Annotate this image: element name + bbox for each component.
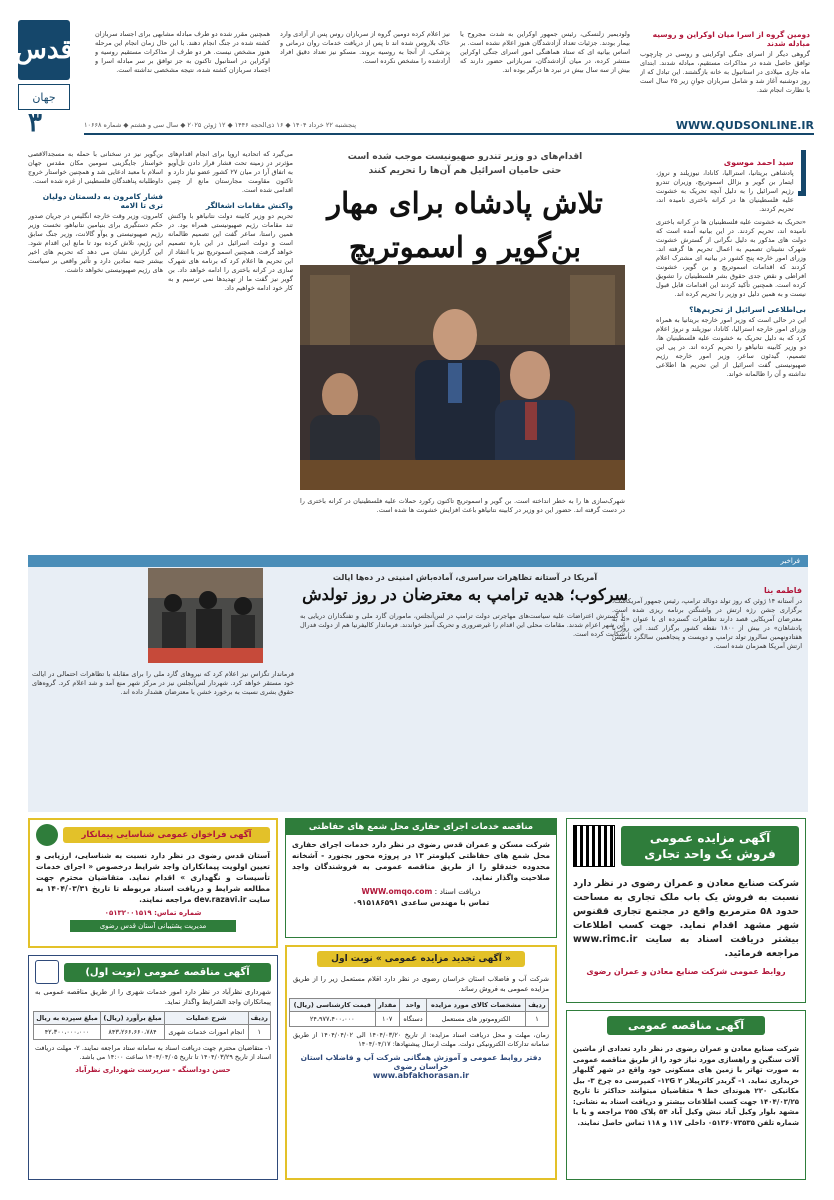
ad3-title: مناقصه خدمات اجرای حفاری محل شمع های حفاظتی [286,819,556,835]
table-cell: دستگاه [399,1012,426,1027]
ad2-title: آگهی مناقصه عمومی [607,1016,765,1035]
ad3-body: شرکت مسکن و عمران قدس رضوی در نظر دارد خدمات اجرای حفاری محل شمع های حفاظتی کیلومتر ۱۳ در پروژه محور بجنورد - آشخانه محدوده خندقلو را از طریق مناقصه عمومی به فروشندگان واجد صلاحیت واگذار نماید. [292,840,550,882]
table-cell: ۴۲،۳۰۰،۰۰۰،۰۰۰ [34,1025,101,1040]
ad3-site[interactable]: WWW.omqo.com [361,887,433,896]
lead-kicker-2: حتی حامیان اسرائیل هم آن‌ها را تحریم کنند [368,166,562,176]
lead-marker-icon [798,150,806,196]
table-header-cell: قیمت کارشناسی (ریال) [290,999,376,1012]
table-row [290,1012,549,1027]
top-story-body: ولودیمیر زلنسکی، رئیس جمهور اوکراین به شدت مجروح یا بیمار بودند. جزئیات تعداد آزادشدگان هنوز اعلام نشده است. بر اساس بیانیه ای که ستاد هماهنگی امور اسرای جنگی اوکراین منتشر کرده، در میان آزادشدگان، سربازانی حضور دارند که بیش از سه سال بیش در نبرد ها درگیر بوده اند. [460,30,630,74]
issue-date: پنجشنبه ۲۲ خرداد ۱۴۰۴ ◆ ۱۶ ذی‌الحجه ۱۴۴۶ ◆ ۱۲ ژوئن ۲۰۲۵ ◆ سال سی و هشتم ◆ شماره ۱۰۶۶۸ [84,121,357,129]
section-band: فراخبر [28,555,808,567]
section2-kicker: آمریکا در آستانه تظاهرات سراسری، آماده‌باش امنیتی در ده‌ها ایالت [332,573,598,582]
table-cell: ۱۰۷ [375,1012,399,1027]
ad2-body: شرکت صنایع معادن و عمران رضوی در نظر دارد تعدادی از ماشین آلات سنگین و راهسازی مورد نیاز خود را از طریق مناقصه عمومی به صورت تهاتر با زمین های مسکونی خود واقع در شهر گلبهار خریداری نماید. ۱- گریدر کاترپیلار ۱۲G ۲- کمپرسی ده چرخ ۳- بیل مکانیکی ۲۲۰ هیوندای خط ۹ متقاضیان میتوانند حداکثر تا تاریخ ۱۴۰۴/۰۳/۲۵ جهت کسب اطلاعات بیشتر و دریافت اسناد به نشانی: مشهد بلوار وکیل آباد نبش وکیل آباد ۵۴ پلاک ۲۵۵ مراجعه و یا با شماره تلفن ۰۵۱۳۶۰۷۳۵۳۵ داخلی ۱۱۷ و ۱۱۸ تماس حاصل نمایند. [573,1045,800,1127]
section-heading: واکنش مقامات اشغالگر [205,201,293,210]
ad5-body: آستان قدس رضوی در نظر دارد نسبت به شناسایی، ارزیابی و تعیین اولویت پیمانکاران واجد شرایط درخصوص « اجرای خدمات تأسیسات و نگهداری » اقدام نماید. متقاضیان محترم جهت مطالعه شرایط و دریافت اسناد مربوطه تا تاریخ ۱۴۰۴/۰۳/۳۱ به سایت dev.razavi.ir مراجعه نمایند. [36,851,270,904]
ad6-intro: شهرداری نظرآباد در نظر دارد امور خدمات شهری را از طریق مناقصه عمومی به پیمانکاران واجد الشرایط واگذار نماید. [35,988,271,1006]
ad3-site-label: دریافت اسناد : [434,887,481,896]
ad6-table [33,1011,271,1040]
lead-photo [300,265,625,490]
ad5-phone: شماره تماس: ۰۵۱۳۲۰۰۱۵۱۹ [104,909,202,917]
ad4-title: « آگهی تجدید مزایده عمومی » نوبت اول [317,951,525,967]
lead-mid-body: تحریم دو وزیر کابینه دولت نتانیاهو با واکنش تند مقامات رژیم صهیونیستی همراه بود. در همین راستا، ساعر گفت این تصمیم ظالمانه است و دولت اسرائیل در این باره تصمیم خواهد گرفت. همچنین اسموتریچ نیز با انتقاد از این تحریم ها اعلام کرد که برنامه های شهرک سازی در کرانه باختری را ادامه خواهد داد. بن گویر نیز گفت ما از تهدیدها نمی ترسیم و به کار خود ادامه خواهیم داد. [168,212,293,292]
section2-left-column [32,670,294,805]
ad4-table [289,998,549,1027]
qods-logo: قدس [18,20,70,80]
section2-author: فاطمه بنا [763,586,802,595]
top-story-body: همچنین مقرر شده دو طرف مبادله مشابهی برای اجساد سربازان کشته شده در جنگ انجام دهند. با این حال زمان انجام این مرحله هنوز مشخص نیست. هر دو طرف از مذاکرات مستقیم روسیه و اوکراین در استانبول تاکنون به جز توافق بر سر مبادله اسرا و اجساد سربازان کشته شده، نتیجه مشخصی نداشته است. [95,30,270,74]
page-topbar [84,117,814,135]
ad1-body: شرکت صنایع معادن و عمران رضوی در نظر دارد نسبت به فروش یک باب ملک تجاری به مساحت حدود ۵۸ مترمربع واقع در مجتمع تجاری ققنوس شهر مشهد اقدام نماید. جهت کسب اطلاعات بیشتر دریافت اسناد به سایت www.rimc.ir مراجعه فرمائید. [573,878,800,959]
ad5-footer: مدیریت پشتیبانی آستان قدس رضوی [70,920,236,932]
section2-mid-column [300,612,625,802]
lead-left-column [28,150,163,545]
ad4-notes: زمان، مهلت و محل دریافت اسناد مزایده: از تاریخ ۱۴۰۴/۰۳/۲۰ الی ۱۴۰۴/۰۴/۰۲ از طریق سامانه تدارکات الکترونیکی دولت. مهلت ارسال پیشنهادها: ۱۴۰۴/۰۴/۱۷ [293,1031,549,1048]
lead-left-top: بن‌گویر نیز در سخنانی با حمله به مسجدالاقصی خواستار جایگزینی سومین مکان مقدس جهان اسلام با معبد ادعایی شد و همچنین خواستار خروج داوطلبانه پناهندگان فلسطینی از غزه شده است. [28,150,163,185]
top-story-3 [280,30,450,105]
ad-contractor-call [28,818,278,948]
table-header-cell: مقدار [375,999,399,1012]
lead-headline-block [300,150,630,266]
table-header-cell: مبلغ سپرده به ریال [34,1012,101,1025]
table-header-cell: ردیف [525,999,548,1012]
ad6-footer: حسن دوداسنگه - سرپرست شهرداری نظرآباد [75,1066,231,1074]
table-cell: الکتروموتور های مستعمل [427,1012,526,1027]
lead-body-1: «تحریک به خشونت علیه فلسطینیان ها در کرانه باختری نامیده اند، تحریم کردند. در این بیانیه آمده است که دولت های مذکور به دلیل نگرانی از گسترش خشونت شهرک نشینان تصمیم به اعمال تحریم ها گرفته اند. وزرای امور خارجه پنج کشور در بیانیه ای مشترک اعلام کردند که اقدامات اسموتریچ و بن گویر، خشونت افراطی و نقض جدی حقوق بشر فلسطینیان را تشویق کرده است. همچنین تأکید کردند این اقدامات قابل قبول نیست و به همین دلیل دو وزیر را تحریم کرده اند. [656,218,806,298]
table-header-cell: واحد [399,999,426,1012]
top-story-body: نیز اعلام کرده دومین گروه از سربازان روس پس از آزادی وارد خاک بلاروس شده اند تا پس از دریافت خدمات روان درمانی و پزشکی، از آنجا به روسیه بروند. مسکو نیز تعداد دقیق افراد آزادشده را مشخص نکرده است. [280,30,450,65]
ad-tender-drilling [285,818,557,938]
top-story-4 [95,30,270,105]
lead-headline: تلاش پادشاه برای مهار [327,186,603,220]
ad4-footer: دفتر روابط عمومی و آموزش همگانی شرکت آب و فاضلاب استان خراسان رضوی [300,1053,542,1071]
top-story-title: دومین گروه از اسرا میان اوکراین و روسیه مبادله شدند [652,30,810,48]
section2-right-column [612,578,802,803]
lead-mid-top: می‌گیرد که اتحادیه اروپا برای انجام اقدام‌های مؤثرتر در زمینه تحت فشار قرار دادن تل‌آویو به اتفاق آرا در میان ۲۷ کشور عضو نیاز دارد و تاکنون مقاومت مجارستان مانع از چنین اقدامی شده است. [168,150,293,194]
table-header-cell: مبلغ برآورد (ریال) [101,1012,165,1025]
masthead [14,20,73,140]
section-heading: فشار کامرون به دلسمتان دولیان تری تا الامه [42,192,163,210]
ad1-footer: روابط عمومی شرکت صنایع معادن و عمران رضوی [586,967,786,976]
top-story-1 [640,30,810,105]
ad-tender-machinery [566,1010,806,1180]
lead-left-body: کامرون، وزیر وقت خارجه انگلیس در جریان صدور حکم دستگیری برای بنیامین نتانیاهو، نخست وزیر رژیم صهیونیستی و یوآو گالانت، وزیر جنگ سابق این رژیم، تلاش کرده بود تا مانع این اقدام شود. این گزارش نشان می دهد که تحریم های اخیر بیشتر جنبه نمادین دارد و تأثیر واقعی بر سیاست های رژیم صهیونیستی نخواهد داشت. [28,212,163,274]
top-story-body: گروهی دیگر از اسرای جنگی اوکراینی و روسی در چارچوب توافق حاصل شده در مذاکرات مستقیم، مبادله شدند. ابتدای ماه جاری میلادی در استانبول به خانه بازگشتند. این تبادل که از روز دوشنبه آغاز شد و شامل سربازان جوانِ زیر ۲۵ سال است با نظارت انجام شد. [640,50,810,94]
section-label: جهان [18,84,70,110]
ad-auction-renewal [285,945,557,1180]
table-cell: ۸۴۳،۲۶۶،۶۶۰،۷۸۴ [101,1025,165,1040]
section2-body-left: فرماندار تگزاس نیز اعلام کرد که نیروهای گارد ملی را برای مقابله با تظاهرات احتمالی در ایالت خود مستقر خواهد کرد. شهردار لس‌آنجلس نیز در مرکز شهر منع آمد و شد اعلام کرد. گروه‌های حقوق بشری نسبت به برخورد خشن با معترضان هشدار داده اند. [32,670,294,696]
ad6-title: آگهی مناقصه عمومی (نوبت اول) [64,963,271,982]
table-header-cell: مشخصات کالای مورد مزایده [427,999,526,1012]
municipality-logo-icon [35,960,59,984]
lead-right-column [656,150,806,545]
ad4-site[interactable]: www.abfakhorasan.ir [372,1071,470,1080]
section-heading: بی‌اطلاعی اسرائیل از تحریم‌ها؟ [689,305,806,314]
table-cell: انجام امورات خدمات شهری [164,1025,248,1040]
table-header-cell: ردیف [248,1012,270,1025]
lead-intro: پادشاهی بریتانیا، استرالیا، کانادا، نیوزیلند و نروژ، ایتمار بن گویر و بزالل اسموتریچ، وزیران تندرو رژیم اسرائیل را به دلیل آنچه تحریک به خشونت علیه فلسطینیان ها در کرانه باختری نامیده اند، تحریم کردند. [656,169,794,213]
ad6-notes: ۱- متقاضیان محترم جهت دریافت اسناد به سامانه ستاد مراجعه نمایند. ۲- مهلت دریافت اسناد از تاریخ ۱۴۰۴/۰۳/۲۹ تا تاریخ ۱۴۰۴/۰۴/۰۵ ساعت ۱۴:۰۰ می باشد. [35,1044,271,1061]
ad3-contact: تماس با مهندس ساعدی ۰۹۱۵۱۸۶۵۹۱ [352,898,490,907]
ad1-title-1: آگهی مزایده عمومی [649,831,771,845]
astan-logo-icon [36,824,58,846]
top-story-2 [460,30,630,105]
site-url[interactable]: WWW.QUDSONLINE.IR [675,118,814,132]
lead-kicker: اقدام‌های دو وزیر تندرو صهیونیست موجب شده است [347,152,583,162]
lead-headline-2: بن‌گویر و اسموتریچ [348,230,582,264]
table-row [34,1025,271,1040]
qr-code-icon [573,825,615,867]
ad5-title: آگهی فراخوان عمومی شناسایی پیمانکار [63,827,270,843]
lead-middle-column [168,150,293,545]
table-cell: ۱ [525,1012,548,1027]
table-cell: ۱ [248,1025,270,1040]
page-number: ۳ [28,108,42,138]
ad4-intro: شرکت آب و فاضلاب استان خراسان رضوی در نظر دارد اقلام مستعمل زیر را از طریق مزایده عمومی به فروش رساند. [293,975,549,993]
table-cell: ۲۴،۹۷۷،۴۰۰،۰۰۰ [290,1012,376,1027]
ad-auction-commercial-unit [566,818,806,1003]
top-stories [95,30,810,105]
ad1-title-2: فروش یک واحد تجاری [644,847,776,861]
lead-body-2: این در حالی است که وزیر امور خارجه بریتانیا به همراه وزرای امور خارجه استرالیا، کانادا، نیوزیلند و نروژ اعلام کرد که به دلیل تحریک به خشونت علیه فلسطینیان ها، دو وزیر کابینه نتانیاهو را تحریم کرده اند. در پی این تصمیم، گیدئون ساعر، وزیر امور خارجه رژیم صهیونیستی گفت اسرائیل از این تحریم ها اطلاعی نداشته و آن را ظالمانه خواند. [656,316,806,378]
ad-public-tender [28,955,278,1180]
section2-headline: سرکوب؛ هدیه ترامپ به معترضان در روز تولدش [302,585,628,604]
section2-body-right: در آستانه ۱۴ ژوئن که روز تولد دونالد ترامپ، رئیس جمهور آمریکاست، برگزاری جشن رژه ارتش در واشنگتن برنامه ریزی شده است. معترضان آمریکایی قصد دارند تظاهرات گسترده ای با عنوان «نه به پادشاهان» در بیش از ۱۸۰۰ نقطه کشور برگزار کنند. این روز با هفتادونهمین سالروز تولد ترامپ و دویست و پنجاهمین سالگرد تأسیس ارتش آمریکا همزمان شده است. [612,597,802,650]
table-header-cell: شرح عملیات [164,1012,248,1025]
lead-bottom-text: شهرک‌سازی ها را به خطر انداخته است. بن گویر و اسموتریچ تاکنون رکورد حملات علیه فلسطینیان در کرانه باختری را در دست گرفته اند. حضور این دو وزیر در کابینه نتانیاهو باعث افزایش خشونت ها شده است. [300,497,625,514]
author-name: سید احمد موسوی [723,158,794,167]
section2-photo [148,568,263,663]
section2-body-mid: با گسترش اعتراضات علیه سیاست‌های مهاجرتی دولت ترامپ در لس‌آنجلس، ماموران گارد ملی و تفنگداران دریایی به این شهر اعزام شدند. مقامات محلی این اقدام را غیرضروری و تحریک آمیز خواندند. فرماندار کالیفرنیا هم از دولت فدرال شکایت کرده است. [300,612,625,638]
